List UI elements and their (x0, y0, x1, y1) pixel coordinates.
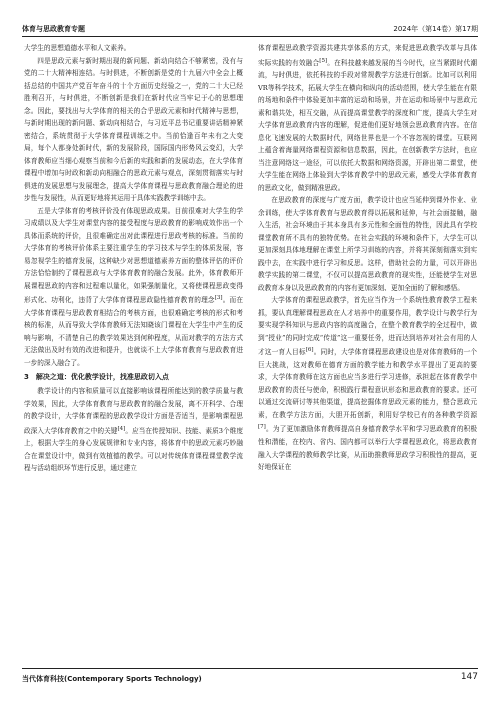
page-footer (22, 674, 478, 688)
citation-marker: [6] (305, 347, 314, 354)
footer-divider (22, 668, 478, 669)
paragraph-depth-breadth: 在思政教育的深度与广度方面，教学设计也应当延伸到课外作业、业余训练，使大学体育教育与思政教育得以拓展和延伸，与社会面接触，融入生活，社会环境由于其本身具有多元性和全面性的特性，因此具有学校课堂教育所不具有的独特优势。在社会实践的环境和条件下，大学生可以更加深刻具体地理解在课堂上所学习训练的内容，并将其深刻彻落实到实践中去，在实践中进行学习和反思。这样，借助社会的力量，可以开辟出教学实践的第二课堂，不仅可以提高思政教育的现实性，还能使学生对思政教育本身以及思政教育的内容有更加深刻、更加全面的了解和感悟。 (258, 196, 477, 292)
paragraph-text: 。应当在传授知识、技能、素质3个维度上，根据大学生的身心发展规律和专业内容，将体育中的思政元素巧妙融合在课堂设计中，做到有效植德的教学。可以对传统体育课程课堂教学流程与活动组织环节进行反思，通过建立 (24, 426, 243, 473)
paragraph-text: 。在科技越来越发展的当今时代，应当紧跟时代潮流，与时俱进，依托科技的手段对常规教学方法进行创新。比如可以利用VR等科学技术，拓展大学生在横向和纵向的活动范围，使大学生能在有限的场地和条件中体验更加丰富的运动和场景，并在运动和场景中与思政元素和谐共处，相互交融，从而提高课堂教学的深度和广度，提高大学生对大学体育思政教育内容的理解，促进他们更好地领会思政教育内容。在信息化飞速发展的大数据时代，网络世界也是一个不容忽视的课堂。互联网上蕴含着海量网络课程资源和信息数据，因此，在创新教学方法时，也应当注意网络这一途径，可以依托大数据和网络资源，开辟出第二课堂，使大学生能在网络上体验到大学体育教学中的思政元素，感受大学体育教育的思政文化，做到精准思政。 (258, 58, 477, 192)
citation-marker: [7] (258, 424, 266, 431)
paragraph-text: 大学体育的课程思政教学，首先应当作为一个系统性教育教学工程来抓，要认真理解课程思政在人才培养中的重要作用，教学设计与教学行为要实现学科知识与思政内容的高度融合，在整个教育教学的全过程中，做到“授业”的同时完成“传道”这一重要任务，进而达到培养对社会有用的人才这一育人目标 (258, 296, 477, 357)
citation-marker: [5] (319, 57, 328, 64)
paragraph-continuation: 大学生的思想道德水平和人文素养。 (24, 44, 131, 52)
paragraph-point-five (24, 205, 243, 370)
paragraph-system-engineering (258, 294, 477, 473)
section-heading: 3 解决之道：优化教学设计，找准思政切入点 (24, 373, 169, 382)
paragraph-text: 。为了更加激励体育教师提高自身德育教学水平和学习思政教育的积极性和潜能，在校内、省内、国内都可以举行大学课程思政化，将思政教育融入大学课程的教师教学比赛，从而助推教师思政学习积极性的提高，更好地保证在 (258, 425, 477, 472)
paragraph-text: 。同时，大学体育课程思政建设也是对体育教师的一个巨大挑战，这对教师在德育方面的教学能力和教学水平提出了更高的要求，大学体育教师在这方面也应当多进行学习进修，承担起在体育教学中思政教育的责任与使命，积极践行课程意识形态和思政教育的要求。还可以通过交流研讨等其他渠道，提高挖掘体育思政元素的能力，整合思政元素，在教学方法方面，大胆开拓创新，利用好学校已有的各种教学资源 (258, 348, 477, 419)
paragraph-teaching-design (24, 385, 243, 475)
paragraph-text: 体育课程思政教学资源共建共享体系的方式，来促进思政教学改革与具体实际实践的有效融合 (258, 44, 477, 67)
paragraph-text: 五是大学体育的考核评价没有体现思政成果。目前很难对大学生的学习成绩以及大学生对课堂内容的接受程度与思政教育的影响成效作出一个具体而系统的评价，且很难确定出对此课程进行思政考核的标准。当前的大学体育的考核评价体系主要注重学生的学习技术与学生的体质发展，容易忽视学生的德育发展，这种缺少对思想道德素养方面的整体评估的评价方法恰恰制约了课程思政与大学体育教育的融合发展。此外，体育教师开展课程思政的内容和过程难以量化，如果强制量化，又将使课程思政变得形式化、功利化，违背了大学体育课程思政隐性德育教育的理念 (24, 206, 243, 305)
issue-info: 2024年（第14卷）第17期 (393, 25, 478, 33)
journal-section-title: 体育与思政教育专题 (22, 25, 85, 33)
page-header (22, 22, 478, 36)
citation-marker: [4] (117, 425, 126, 432)
right-column (258, 42, 477, 660)
page-number: 147 (460, 672, 478, 682)
paragraph-continuation (258, 42, 477, 194)
citation-marker: [3] (214, 295, 223, 301)
left-column (24, 42, 243, 660)
header-divider (22, 36, 478, 37)
paragraph-text: 。而在大学体育课程与思政教育相结合的考核方面，也很难确定考核的形式和考核的标准，从而导致大学体育教师无法知晓该门课程在大学生中产生的反响与影响，不清楚自己的教学效果达到何种程度，从而对教学的方法方式无法做出及时有效的改进和提升，也就谈不上大学体育教育与思政教育进一步的深入融合了。 (24, 296, 243, 367)
paragraph-text: 教学设计的内容和质量可以直接影响该课程所能达到的教学质量与教学效果，因此，大学体育教育与思政教育的融合发展，离不开科学、合理的教学设计，大学体育课程的思政教学设计方面是否适当，是影响课程思政深入大学体育教育之中的关键 (24, 387, 243, 435)
journal-name: 当代体育科技(Contemporary Sports Technology) (22, 675, 202, 683)
paragraph-point-four: 四是思政元素与新时期出现的新问题、新动向结合不够紧密，没有与党的二十大精神相连结。与时俱进，不断创新是党的十九届六中全会上概括总结的中国共产党百年奋斗的十个方面历史经验之一，党的二十大已经胜利召开，与时俱进，不断创新是我们在新时代应当牢记于心的思想理念。因此，要找出与大学体育的相关的合乎思政元素和时代精神与思想，与新时期出现的新问题、新动向相结合，与习近平总书记重要讲话精神紧密结合，系统贯彻于大学体育课程训练之中。当前恰逢百年未有之大变局，每个人都身处新时代，新的发展阶段，国际国内形势风云变幻，大学体育教师应当细心观察当前和今后新的实践和新的发展动态，在大学体育课程中增加与时政和新动向相融合的思政元素与观点，深刻贯彻落实与时俱进的发展思想与发展理念，提高大学体育课程与思政教育融合理论的进步性与发展性，从而更好地将其运用于具体实践教学训练中去。 (24, 56, 243, 202)
